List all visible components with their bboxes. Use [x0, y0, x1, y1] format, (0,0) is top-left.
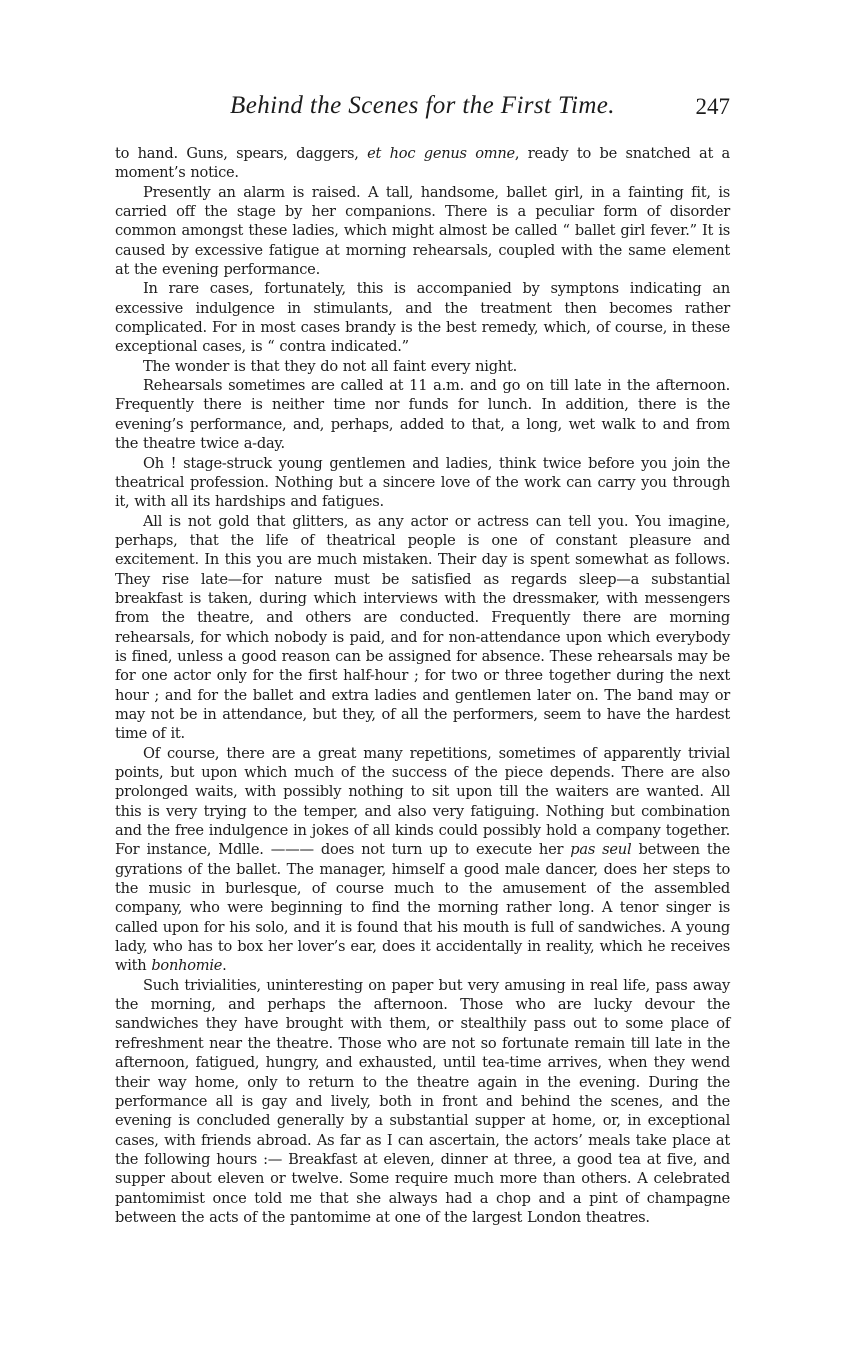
- italic-phrase: et hoc genus omne: [367, 145, 515, 162]
- italic-phrase: bonhomie: [151, 957, 223, 975]
- paragraph: [115, 976, 730, 1227]
- text-run: Of course, there are a great many repetitions, sometimes of apparently trivial points, but upon which much of the success of the piece depends. There are also prolonged waits, with possibly nothing to sit upon till the waiters are wanted. All this is very trying to the temper, and also very fatiguing. Nothing but combination and the free indulgence in jokes of all kinds could possibly hold a company together. For instance, Mdlle. ——— does not turn up to execute her: [115, 744, 730, 859]
- text-run: The wonder is that they do not all faint every night.: [143, 357, 517, 375]
- paragraph: [115, 144, 730, 183]
- paragraph: [115, 279, 730, 356]
- text-run: to hand. Guns, spears, daggers,: [115, 145, 368, 162]
- paragraph: [115, 376, 730, 453]
- paragraph: [115, 357, 730, 376]
- text-run: Such trivialities, uninteresting on paper but very amusing in real life, pass away the morning, and perhaps the afternoon. Those who are lucky devour the sandwiches they have brought with them, or stealthily pass out to some place of refreshment near the theatre. Those who are not so fortunate remain till late in the afternoon, fatigued, hungry, and exhausted, until tea-time arrives, when they wend their way home, only to return to the theatre again in the evening. During the performance all is gay and lively, both in front and behind the scenes, and the evening is concluded generally by a substantial supper at home, or, in exceptional cases, with friends abroad. As far as I can ascertain, the actors’ meals take place at the following hours :— Breakfast at eleven, dinner at three, a good tea at five, and supper about eleven or twelve. Some require much more than others. A celebrated pantomimist once told me that she always had a chop and a pint of champagne between the acts of the pantomime at one of the largest London theatres.: [115, 976, 730, 1226]
- text-run: Rehearsals sometimes are called at 11 a.m. and go on till late in the afternoon. Frequently there is neither time nor funds for lunch. In addition, there is the evening’s performance, and, perhaps, added to that, a long, wet walk to and from the theatre twice a-day.: [115, 377, 730, 453]
- paragraph: [115, 454, 730, 512]
- text-run: Oh ! stage-struck young gentlemen and ladies, think twice before you join the theatrical profession. Nothing but a sincere love of the work can carry you through it, with all its hardships and fatigues.: [115, 454, 730, 511]
- text-run: In rare cases, fortunately, this is accompanied by symptons indicating an excessive indulgence in stimulants, and the treatment then becomes rather complicated. For in most cases brandy is the best remedy, which, of course, in these exceptional cases, is “ contra indicated.”: [115, 280, 730, 356]
- text-run: .: [222, 957, 227, 975]
- paragraph: [115, 744, 730, 976]
- paragraph: [115, 512, 730, 744]
- running-title: Behind the Scenes for the First Time.: [230, 92, 615, 119]
- running-head: [115, 92, 730, 132]
- body-text: [115, 144, 730, 1227]
- text-run: , ready to be snatched at a moment’s notice.: [115, 145, 730, 182]
- paragraph: [115, 183, 730, 280]
- text-run: Presently an alarm is raised. A tall, handsome, ballet girl, in a fainting fit, is carried off the stage by her companions. There is a peculiar form of disorder common amongst these ladies, which might almost be called “ ballet girl fever.” It is caused by excessive fatigue at morning rehearsals, coupled with the same element at the evening performance.: [115, 183, 730, 279]
- page-number: 247: [695, 94, 730, 119]
- text-run: between the gyrations of the ballet. The manager, himself a good male dancer, does her steps to the music in burlesque, of course much to the amusement of the assembled company, who were beginning to find the morning rather long. A tenor singer is called upon for his solo, and it is found that his mouth is full of sandwiches. A young lady, who has to box her lover’s ear, does it accidentally in reality, which he receives with: [115, 841, 730, 975]
- italic-phrase: pas seul: [570, 841, 632, 859]
- text-run: All is not gold that glitters, as any actor or actress can tell you. You imagine, perhaps, that the life of theatrical people is one of constant pleasure and excitement. In this you are much mistaken. Their day is spent somewhat as follows. They rise late—for nature must be satisfied as regards sleep—a substantial breakfast is taken, during which interviews with the dressmaker, with messengers from the theatre, and others are conducted. Frequently there are morning rehearsals, for which nobody is paid, and for non-attendance upon which everybody is fined, unless a good reason can be assigned for absence. These rehearsals may be for one actor only for the first half-hour ; for two or three together during the next hour ; and for the ballet and extra ladies and gentlemen later on. The band may or may not be in attendance, but they, of all the performers, seem to have the hardest time of it.: [115, 512, 730, 743]
